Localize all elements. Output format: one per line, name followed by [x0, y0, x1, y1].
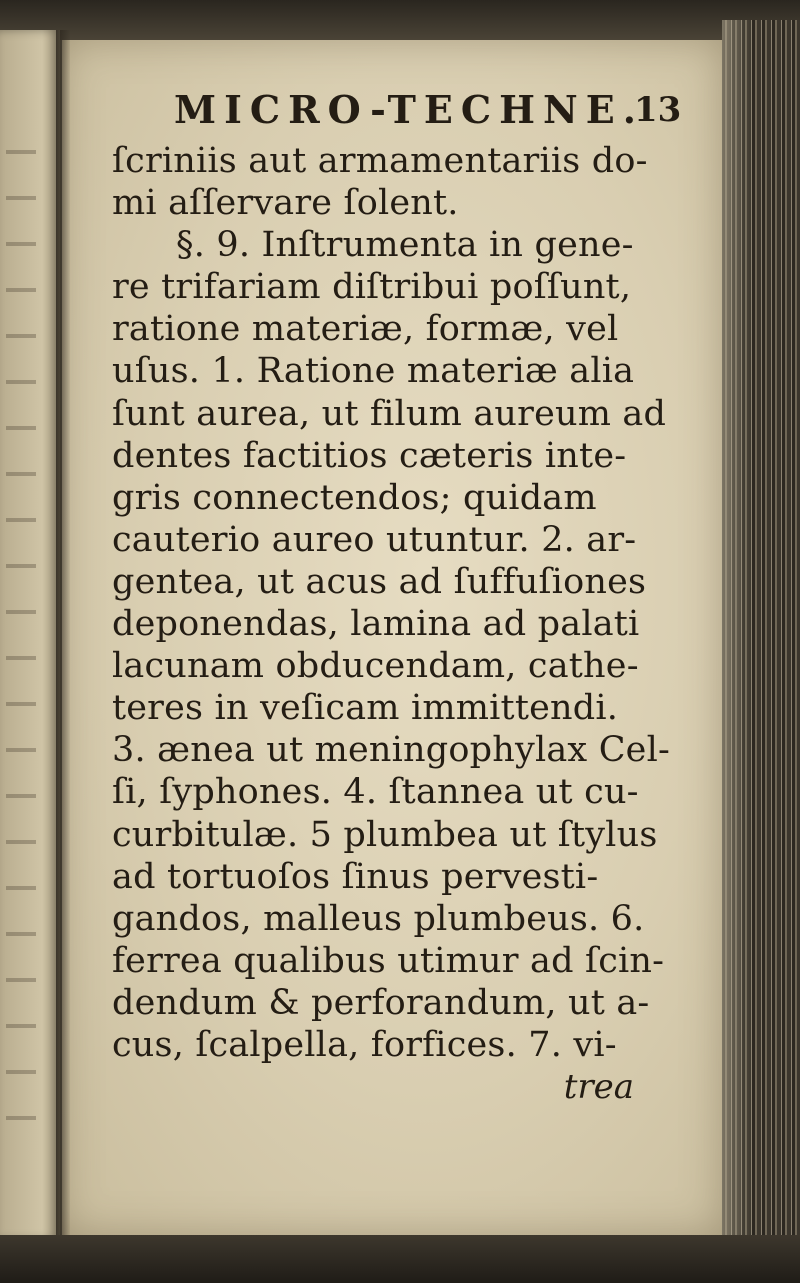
bottom-background [0, 1235, 800, 1283]
page-gutter-shadow [56, 30, 70, 1245]
previous-page-text-fragments [6, 150, 36, 1150]
catchword: trea [563, 1067, 634, 1108]
top-background [0, 0, 800, 40]
page-text [112, 80, 682, 1108]
text-line: ſcriniis aut armamentariis do- [112, 141, 648, 181]
text-line: gandos, malleus plumbeus. 6. [112, 898, 645, 939]
text-line: ſi, ſyphones. 4. ſtannea ut cu- [112, 772, 639, 813]
text-line: ſunt aurea, ut filum aureum ad [112, 393, 667, 434]
text-line: mi aſſervare ſolent. [112, 183, 459, 224]
text-line: ferrea qualibus utimur ad ſcin- [112, 940, 665, 981]
text-line: cauterio aureo utuntur. 2. ar- [112, 519, 637, 560]
text-line: cus, ſcalpella, forfices. 7. vi- [112, 1024, 617, 1065]
text-line: ad tortuoſos ſinus pervesti- [112, 856, 599, 897]
text-line: curbitulæ. 5 plumbea ut ſtylus [112, 814, 658, 855]
text-line: gentea, ut acus ad ſuffuſiones [112, 561, 647, 602]
running-header [174, 80, 682, 140]
text-line: gris connectendos; quidam [112, 477, 597, 518]
text-line: re trifariam diſtribui poſſunt, [112, 267, 632, 308]
text-line: teres in veſicam immittendi. [112, 688, 619, 729]
text-line: dentes factitios cæteris inte- [112, 435, 627, 476]
text-line: lacunam obducendam, cathe- [112, 646, 639, 687]
text-line: dendum & perforandum, ut a- [112, 982, 650, 1023]
text-line: §. 9. Inſtrumenta in gene- [176, 225, 634, 266]
running-title: MICRO-TECHNE. [174, 87, 644, 132]
text-line: ratione materiæ, formæ, vel [112, 309, 619, 350]
text-line: deponendas, lamina ad palati [112, 604, 640, 645]
text-line: 3. ænea ut meningophylax Cel- [112, 730, 671, 771]
text-line: uſus. 1. Ratione materiæ alia [112, 351, 635, 392]
page-number: 13 [634, 90, 682, 130]
previous-page-edge [0, 30, 60, 1240]
book-fore-edge [722, 20, 800, 1283]
